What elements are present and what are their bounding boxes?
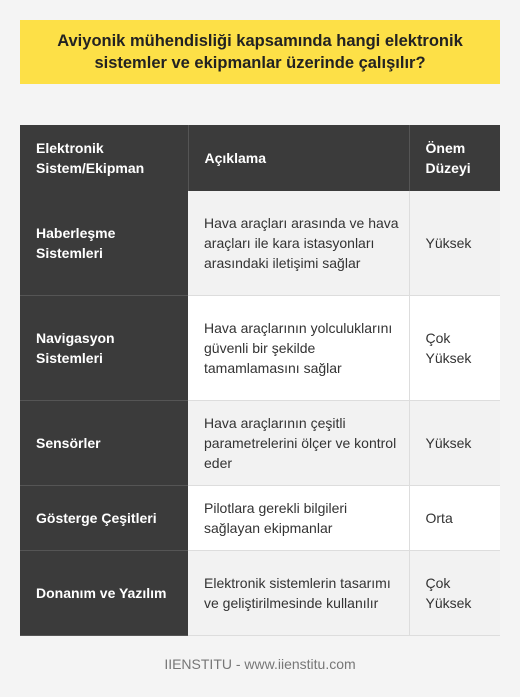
system-name: Haberleşme Sistemleri <box>20 191 188 296</box>
systems-table <box>20 125 500 636</box>
importance-level: Çok Yüksek <box>409 551 500 636</box>
header-description: Açıklama <box>188 125 409 191</box>
importance-level: Orta <box>409 486 500 551</box>
importance-level: Yüksek <box>409 401 500 486</box>
footer-credit: IIENSTITU - www.iienstitu.com <box>164 656 356 672</box>
importance-level: Çok Yüksek <box>409 296 500 401</box>
system-description: Hava araçlarının çeşitli parametrelerini ölçer ve kontrol eder <box>188 401 409 486</box>
system-description: Hava araçlarının yolculuklarını güvenli bir şekilde tamamlamasını sağlar <box>188 296 409 401</box>
table-row <box>20 551 500 636</box>
table-header-row <box>20 125 500 191</box>
table-row <box>20 191 500 296</box>
title-banner <box>20 20 500 84</box>
system-name: Gösterge Çeşitleri <box>20 486 188 551</box>
system-description: Elektronik sistemlerin tasarımı ve geliştirilmesinde kullanılır <box>188 551 409 636</box>
table-row <box>20 401 500 486</box>
header-importance: Önem Düzeyi <box>409 125 500 191</box>
importance-level: Yüksek <box>409 191 500 296</box>
table-row <box>20 296 500 401</box>
page-title: Aviyonik mühendisliği kapsamında hangi elektronik sistemler ve ekipmanlar üzerinde çalışılır? <box>57 32 463 72</box>
system-name: Navigasyon Sistemleri <box>20 296 188 401</box>
system-description: Hava araçları arasında ve hava araçları ile kara istasyonları arasındaki iletişimi sağlar <box>188 191 409 296</box>
header-system: Elektronik Sistem/Ekipman <box>20 125 188 191</box>
system-name: Sensörler <box>20 401 188 486</box>
system-name: Donanım ve Yazılım <box>20 551 188 636</box>
system-description: Pilotlara gerekli bilgileri sağlayan ekipmanlar <box>188 486 409 551</box>
table-row <box>20 486 500 551</box>
